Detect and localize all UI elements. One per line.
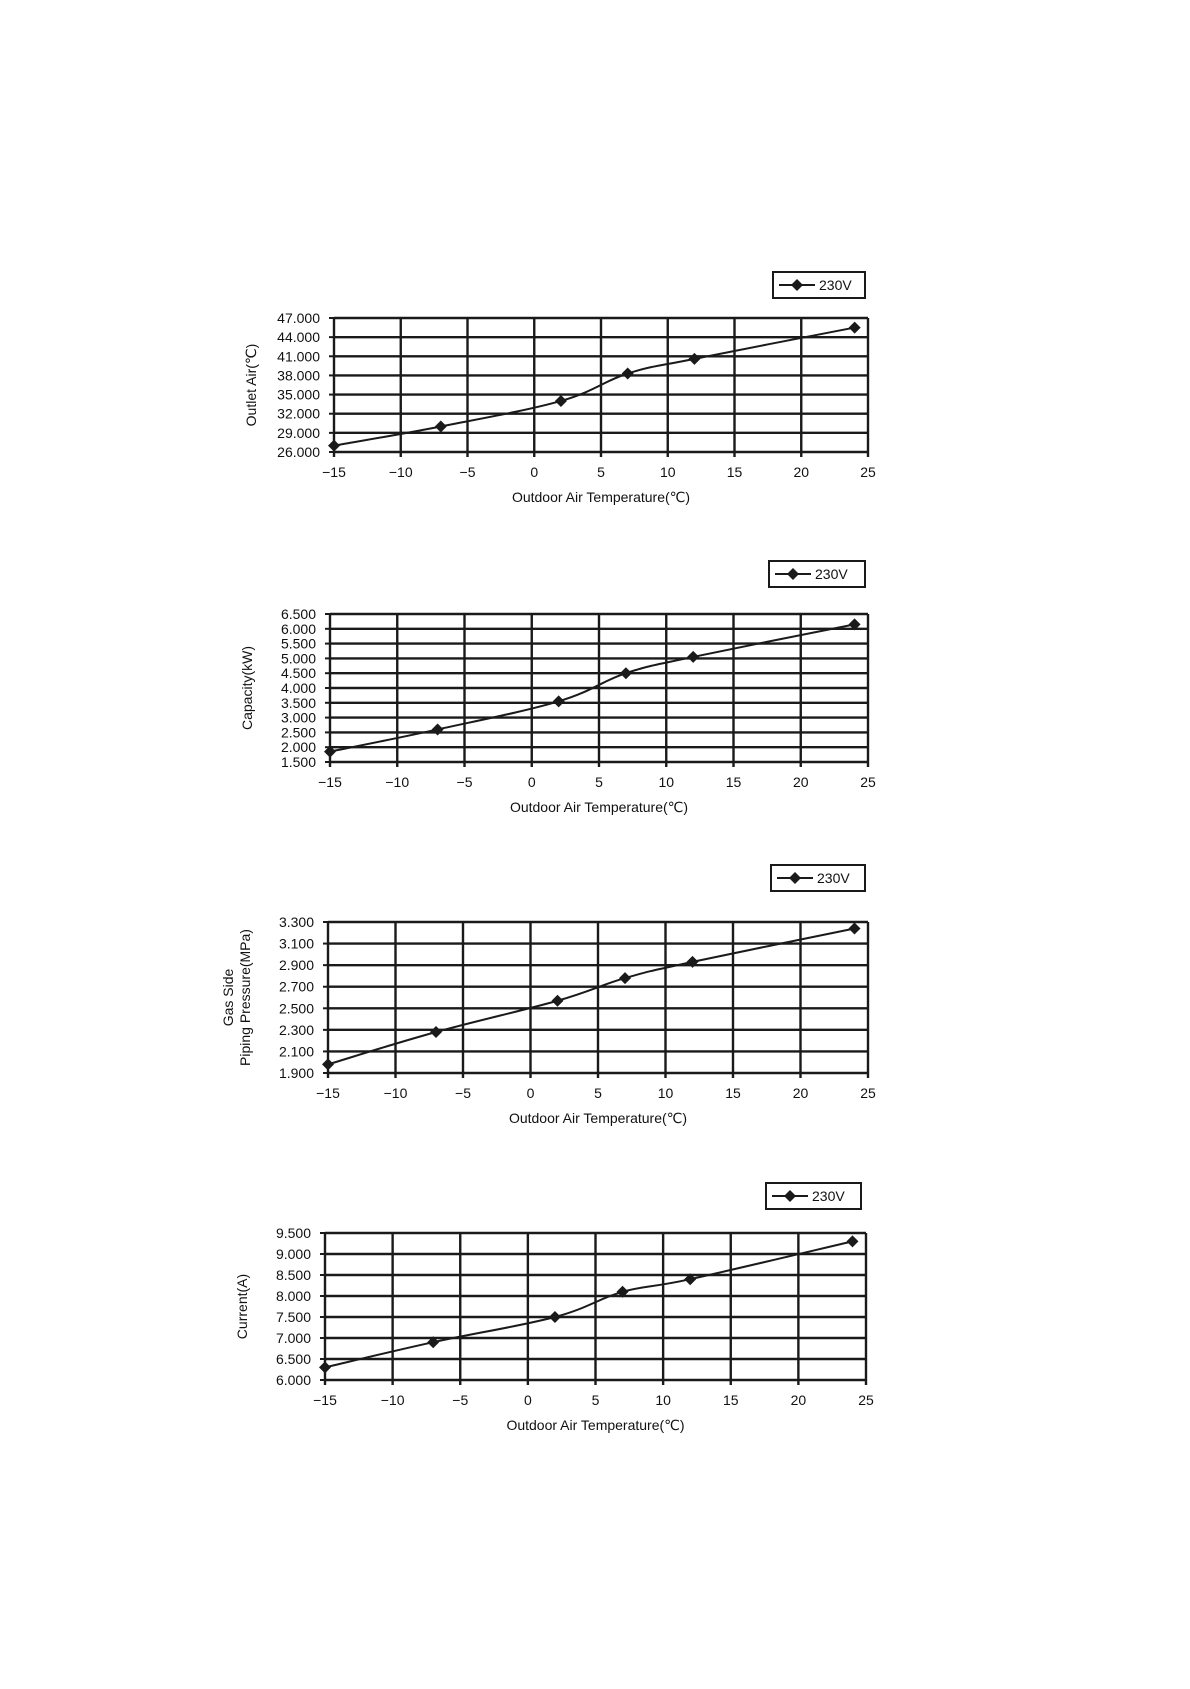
y-tick-label: 41.000	[277, 348, 320, 365]
x-tick-label: −10	[385, 774, 410, 790]
x-tick-label: 15	[725, 774, 742, 790]
y-tick-label: 3.500	[280, 694, 316, 711]
y-axis-label: Gas Side	[220, 968, 236, 1027]
x-tick-label: 15	[726, 464, 743, 480]
x-tick-label: 15	[725, 1085, 741, 1101]
data-point	[432, 723, 444, 735]
x-tick-label: −5	[455, 1085, 471, 1101]
chart-4	[234, 1183, 874, 1433]
x-tick-label: −5	[459, 464, 476, 480]
x-tick-label: 10	[658, 774, 675, 790]
series-line	[325, 1241, 852, 1367]
x-tick-label: −15	[313, 1392, 337, 1408]
y-tick-label: 2.100	[278, 1043, 314, 1060]
data-point	[430, 1026, 442, 1038]
x-axis-label: Outdoor Air Temperature(℃)	[509, 799, 689, 815]
y-tick-label: 26.000	[277, 444, 320, 460]
y-tick-label: 3.000	[280, 709, 316, 726]
legend-label: 230V	[819, 277, 852, 293]
data-point	[619, 972, 631, 984]
x-tick-label: 5	[594, 1085, 602, 1101]
x-axis-label: Outdoor Air Temperature(℃)	[506, 1417, 685, 1433]
data-point	[849, 322, 861, 334]
y-tick-label: 2.700	[278, 978, 314, 995]
x-tick-label: 0	[530, 464, 539, 480]
x-tick-label: 5	[595, 774, 603, 790]
data-point	[620, 667, 632, 679]
x-tick-label: −5	[456, 774, 473, 790]
y-tick-label: 44.000	[277, 329, 320, 346]
x-tick-label: −15	[316, 1085, 340, 1101]
y-tick-label: 7.000	[275, 1330, 311, 1346]
y-tick-label: 6.000	[275, 1372, 311, 1388]
data-point	[552, 995, 564, 1007]
y-axis-label: Current(A)	[234, 1273, 250, 1340]
y-tick-label: 2.000	[280, 739, 316, 756]
data-point	[687, 651, 699, 663]
y-tick-label: 8.500	[275, 1267, 311, 1283]
y-tick-label: 2.500	[280, 724, 316, 741]
x-tick-label: 10	[659, 464, 676, 480]
y-axis-label: Outlet Air(℃)	[243, 343, 259, 427]
y-tick-label: 8.000	[275, 1288, 311, 1304]
y-tick-label: 38.000	[277, 367, 320, 384]
data-point	[435, 420, 447, 432]
chart-2	[239, 561, 876, 815]
y-tick-label: 6.000	[280, 620, 316, 637]
data-point	[846, 1235, 858, 1247]
data-point	[849, 922, 861, 934]
x-axis-label: Outdoor Air Temperature(℃)	[508, 1110, 688, 1126]
y-tick-label: 4.000	[280, 680, 316, 696]
y-tick-label: 5.500	[280, 635, 316, 652]
y-tick-label: 1.500	[280, 754, 316, 770]
y-tick-label: 2.900	[278, 957, 314, 974]
y-tick-label: 9.500	[275, 1225, 311, 1241]
y-tick-label: 35.000	[277, 386, 320, 403]
data-point	[549, 1311, 561, 1323]
x-tick-label: 0	[527, 774, 536, 790]
y-tick-label: 3.100	[278, 935, 314, 952]
chart-3	[220, 865, 876, 1126]
x-tick-label: 20	[793, 464, 810, 480]
x-tick-label: −10	[383, 1085, 408, 1101]
x-tick-label: 10	[655, 1392, 671, 1408]
series-line	[328, 928, 855, 1064]
y-tick-label: 3.300	[278, 914, 314, 930]
y-tick-label: 7.500	[275, 1309, 311, 1325]
x-tick-label: 25	[858, 1392, 874, 1408]
x-tick-label: 0	[526, 1085, 535, 1101]
y-tick-label: 47.000	[277, 310, 320, 326]
x-tick-label: 15	[722, 1392, 739, 1408]
x-tick-label: −5	[452, 1392, 469, 1408]
chart-1	[243, 272, 876, 505]
x-tick-label: 25	[860, 1085, 876, 1101]
legend-label: 230V	[817, 870, 850, 886]
y-tick-label: 29.000	[277, 424, 320, 441]
series-line	[334, 328, 855, 446]
x-tick-label: −15	[322, 464, 346, 480]
y-axis-label: Piping Pressure(MPa)	[237, 929, 253, 1066]
y-tick-label: 2.300	[278, 1021, 314, 1038]
x-tick-label: 25	[860, 464, 876, 480]
x-tick-label: 25	[860, 774, 876, 790]
x-axis-label: Outdoor Air Temperature(℃)	[511, 489, 691, 505]
x-tick-label: 5	[597, 464, 605, 480]
x-tick-label: 5	[591, 1392, 600, 1408]
x-tick-label: −15	[318, 774, 342, 790]
x-tick-label: 10	[657, 1085, 674, 1101]
y-tick-label: 1.900	[278, 1065, 314, 1081]
y-tick-label: 5.000	[280, 650, 316, 667]
x-tick-label: −10	[388, 464, 413, 480]
y-tick-label: 32.000	[277, 405, 320, 422]
y-tick-label: 6.500	[280, 606, 316, 622]
data-point	[322, 1058, 334, 1070]
data-point	[622, 368, 634, 380]
x-tick-label: 20	[792, 774, 809, 790]
y-tick-label: 4.500	[280, 665, 316, 682]
x-tick-label: 20	[790, 1392, 807, 1408]
y-tick-label: 6.500	[275, 1351, 311, 1367]
data-point	[555, 395, 567, 407]
legend-label: 230V	[815, 566, 848, 582]
y-tick-label: 9.000	[275, 1246, 311, 1262]
x-tick-label: 20	[792, 1085, 809, 1101]
data-point	[319, 1361, 331, 1373]
x-tick-label: −10	[380, 1392, 405, 1408]
y-tick-label: 2.500	[278, 1000, 314, 1017]
data-point	[328, 440, 340, 452]
x-tick-label: 0	[523, 1392, 532, 1408]
legend-label: 230V	[812, 1188, 845, 1204]
data-point	[553, 695, 565, 707]
data-point	[688, 353, 700, 365]
y-axis-label: Capacity(kW)	[239, 645, 255, 731]
